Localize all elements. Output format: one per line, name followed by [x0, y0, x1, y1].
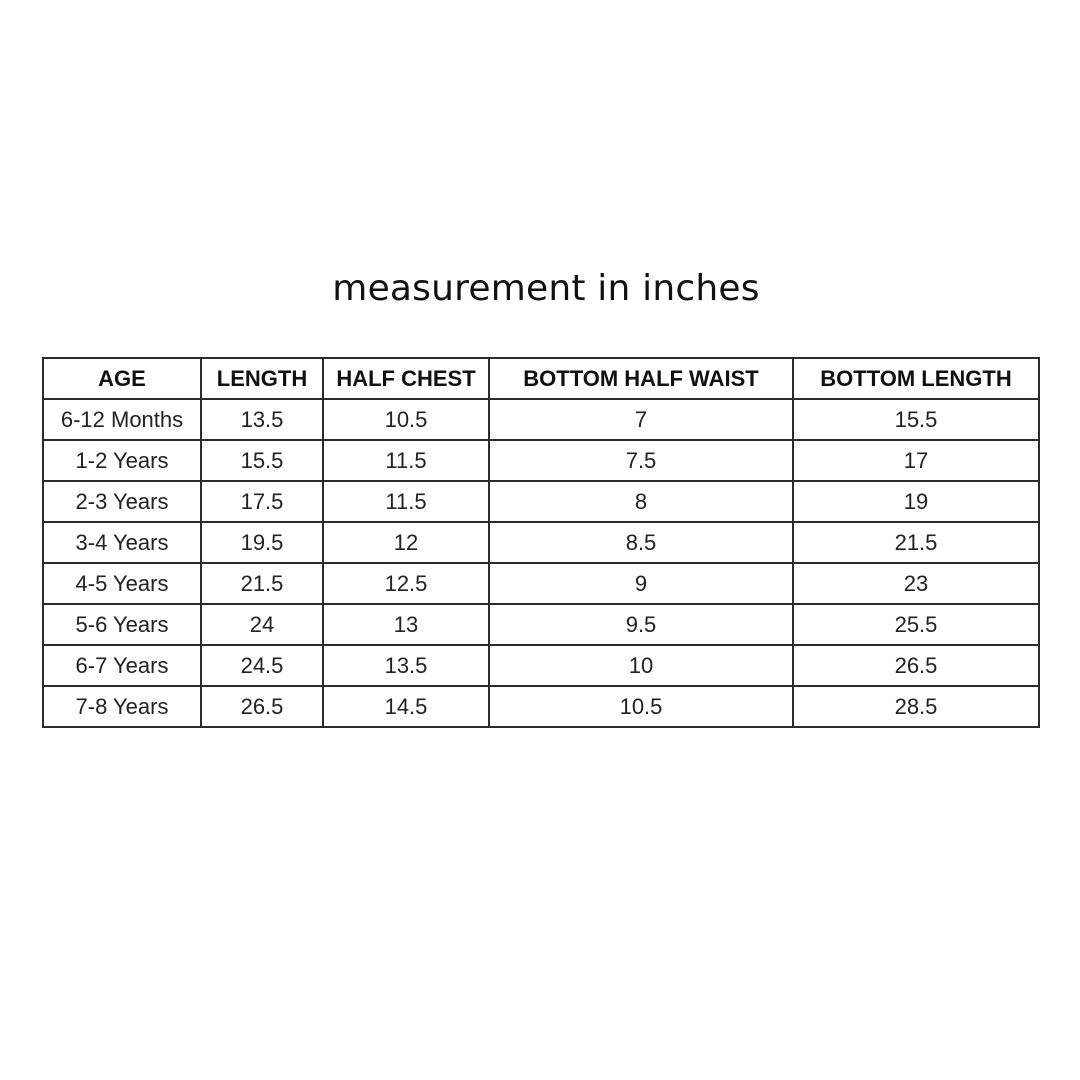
cell-length: 24	[201, 604, 323, 645]
cell-bottom-length: 17	[793, 440, 1039, 481]
header-bottom-length: BOTTOM LENGTH	[793, 358, 1039, 399]
table-row	[43, 645, 1039, 686]
cell-bottom-half-waist: 8	[489, 481, 793, 522]
cell-bottom-length: 15.5	[793, 399, 1039, 440]
cell-age: 6-7 Years	[43, 645, 201, 686]
table-row	[43, 686, 1039, 727]
table-row	[43, 522, 1039, 563]
cell-bottom-half-waist: 8.5	[489, 522, 793, 563]
cell-age: 6-12 Months	[43, 399, 201, 440]
size-chart-table	[42, 357, 1040, 728]
cell-half-chest: 13.5	[323, 645, 489, 686]
header-bottom-half-waist: BOTTOM HALF WAIST	[489, 358, 793, 399]
cell-half-chest: 14.5	[323, 686, 489, 727]
cell-bottom-length: 28.5	[793, 686, 1039, 727]
cell-half-chest: 12	[323, 522, 489, 563]
table-header-row	[43, 358, 1039, 399]
cell-bottom-length: 19	[793, 481, 1039, 522]
header-age: AGE	[43, 358, 201, 399]
cell-age: 7-8 Years	[43, 686, 201, 727]
cell-length: 21.5	[201, 563, 323, 604]
cell-bottom-length: 23	[793, 563, 1039, 604]
cell-half-chest: 12.5	[323, 563, 489, 604]
table-row	[43, 440, 1039, 481]
table-row	[43, 481, 1039, 522]
table-row	[43, 563, 1039, 604]
cell-length: 24.5	[201, 645, 323, 686]
cell-length: 17.5	[201, 481, 323, 522]
cell-length: 19.5	[201, 522, 323, 563]
cell-age: 2-3 Years	[43, 481, 201, 522]
cell-half-chest: 13	[323, 604, 489, 645]
cell-length: 13.5	[201, 399, 323, 440]
cell-half-chest: 11.5	[323, 440, 489, 481]
cell-bottom-half-waist: 9	[489, 563, 793, 604]
cell-bottom-length: 25.5	[793, 604, 1039, 645]
header-length: LENGTH	[201, 358, 323, 399]
cell-bottom-length: 21.5	[793, 522, 1039, 563]
table-row	[43, 399, 1039, 440]
cell-bottom-half-waist: 9.5	[489, 604, 793, 645]
cell-age: 1-2 Years	[43, 440, 201, 481]
page-title: measurement in inches	[332, 268, 760, 309]
cell-age: 4-5 Years	[43, 563, 201, 604]
cell-age: 3-4 Years	[43, 522, 201, 563]
cell-half-chest: 11.5	[323, 481, 489, 522]
cell-length: 15.5	[201, 440, 323, 481]
header-half-chest: HALF CHEST	[323, 358, 489, 399]
cell-age: 5-6 Years	[43, 604, 201, 645]
table-row	[43, 604, 1039, 645]
cell-half-chest: 10.5	[323, 399, 489, 440]
cell-length: 26.5	[201, 686, 323, 727]
cell-bottom-length: 26.5	[793, 645, 1039, 686]
cell-bottom-half-waist: 7	[489, 399, 793, 440]
cell-bottom-half-waist: 10.5	[489, 686, 793, 727]
cell-bottom-half-waist: 10	[489, 645, 793, 686]
cell-bottom-half-waist: 7.5	[489, 440, 793, 481]
